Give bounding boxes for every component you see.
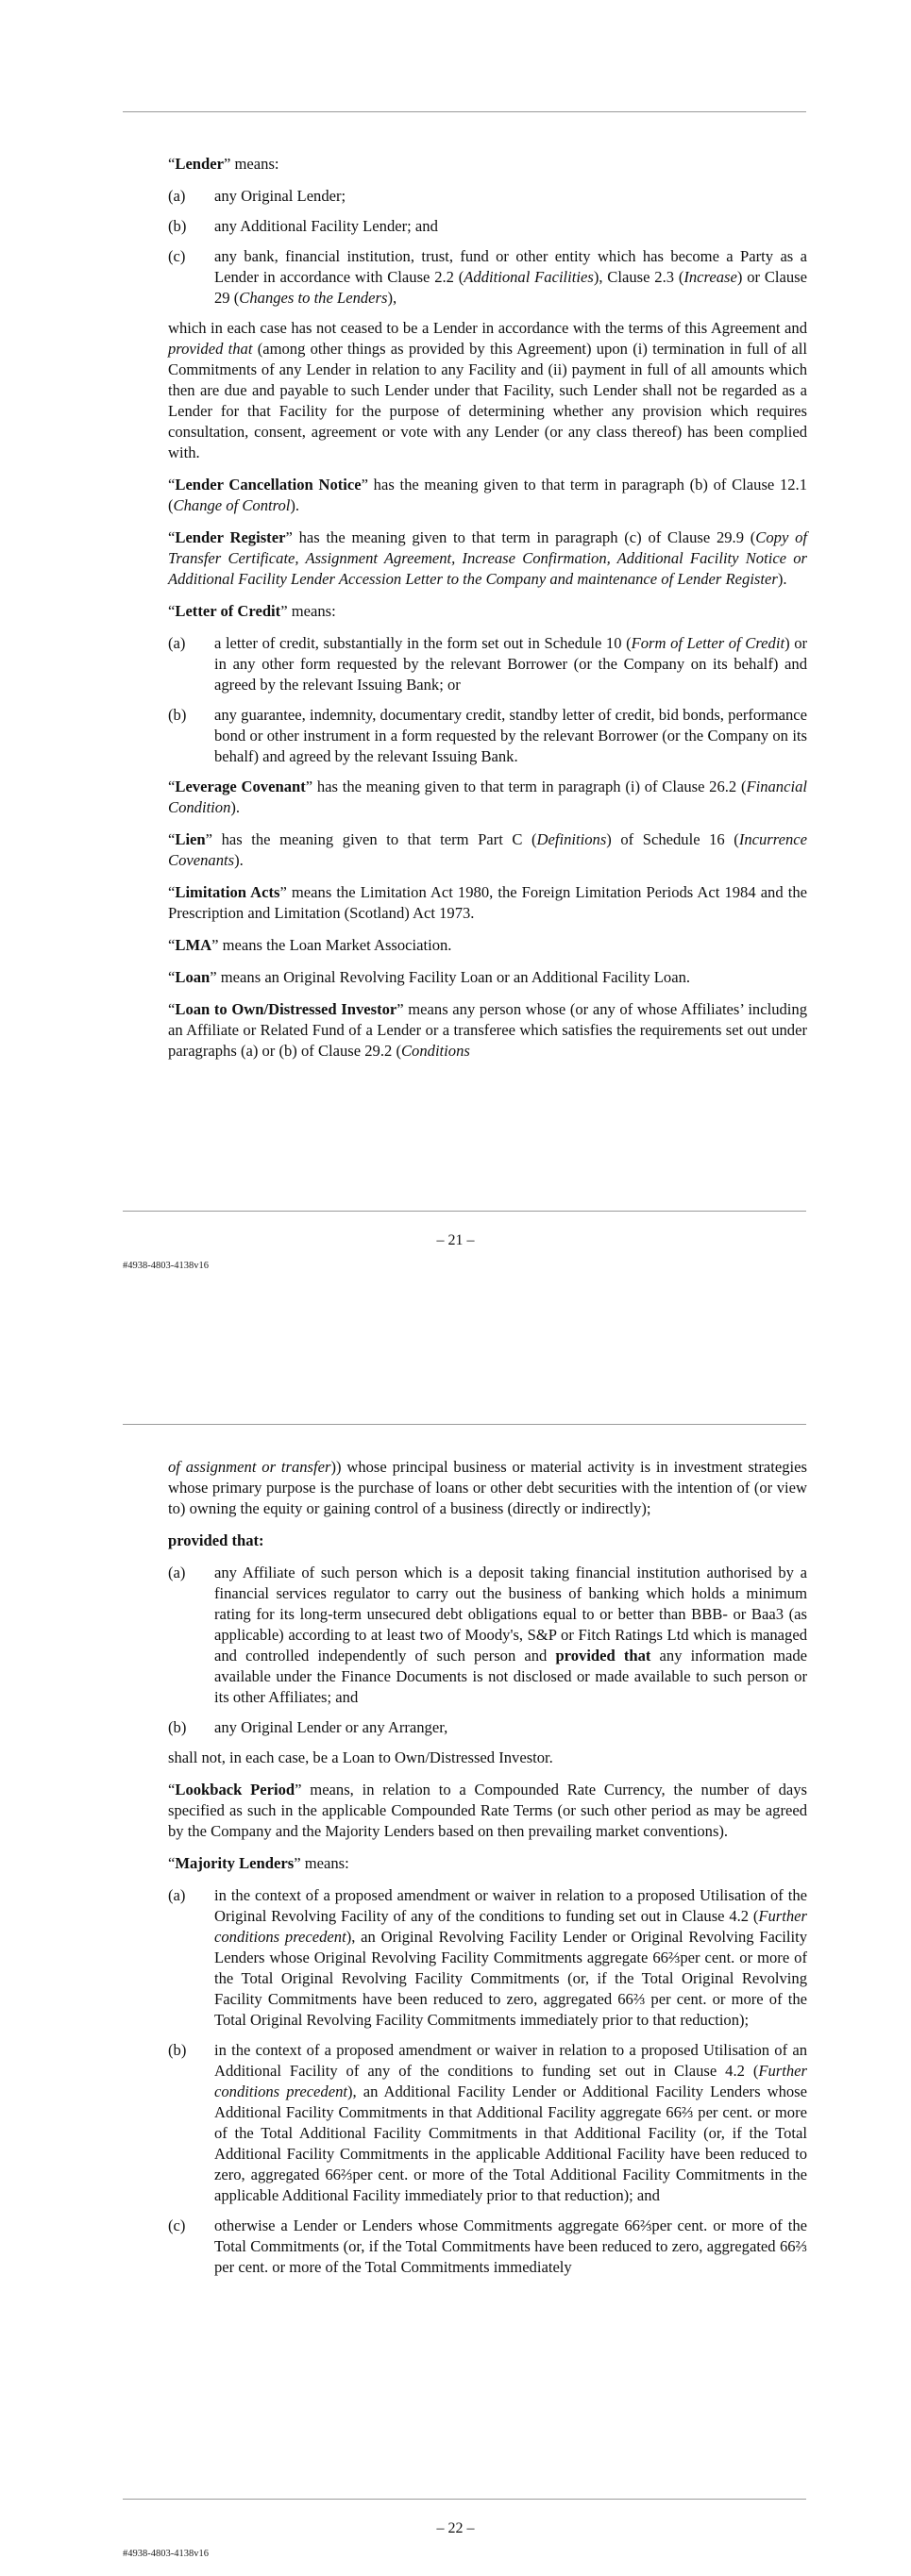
definition-lender-cancellation-notice: “Lender Cancellation Notice” has the meaning given to that term in paragraph (b) of Clause 12.1 (Change of Control). xyxy=(168,476,807,514)
document-reference: #4938-4803-4138v16 xyxy=(123,1261,209,1271)
definition-lookback-period: “Lookback Period” means, in relation to a Compounded Rate Currency, the number of days specified as such in the applicable Compounded Rate Terms (or such other period as may be agreed by the Company and the Majority Lenders based on then prevailing market conventions). xyxy=(168,1781,807,1840)
definition-leverage-covenant: “Leverage Covenant” has the meaning given to that term in paragraph (i) of Clause 26.2 (Financial Condition). xyxy=(168,778,807,816)
list-item: (b) any guarantee, indemnity, documentary credit, standby letter of credit, bid bonds, performance bond or other instrument in a form requested by the relevant Borrower (or the Company on its behalf) and agreed by the relevant Issuing Bank. xyxy=(168,706,807,765)
page-22-body xyxy=(168,1457,807,2287)
list-item: (c) any bank, financial institution, trust, fund or other entity which has become a Party as a Lender in accordance with Clause 2.2 (Additional Facilities), Clause 2.3 (Increase) or Clause 29 (Changes to the Lenders), xyxy=(168,247,807,307)
document-reference: #4938-4803-4138v16 xyxy=(123,2549,209,2559)
list-item: (a) any Affiliate of such person which is a deposit taking financial institution authorised by a financial services regulator to carry out the business of banking which holds a minimum rating for its long-term unsecured debt obligations equal to or better than BBB- or Baa3 (as applicable) according to at least two of Moody's, S&P or Fitch Ratings Ltd which is managed and controlled independently of such person and provided that any information made available under the Finance Documents is not disclosed or made available to such person or its other Affiliates; and xyxy=(168,1564,808,1706)
top-rule xyxy=(123,1424,806,1425)
list-item: (a) a letter of credit, substantially in the form set out in Schedule 10 (Form of Letter of Credit) or in any other form requested by the relevant Borrower (or the Company on its behalf) and agreed by the relevant Issuing Bank; or xyxy=(168,634,808,694)
bottom-rule xyxy=(123,2499,806,2500)
definition-limitation-acts: “Limitation Acts” means the Limitation Act 1980, the Foreign Limitation Periods Act 1984 and the Prescription and Limitation (Scotland) Act 1973. xyxy=(168,883,807,922)
definition-loan-to-own: “Loan to Own/Distressed Investor” means any person whose (or any of whose Affiliates’ including an Affiliate or Related Fund of a Lender or a transferee which satisfies the requirements set out under paragraphs (a) or (b) of Clause 29.2 (Conditions xyxy=(168,1000,807,1060)
term-lender: Lender xyxy=(175,155,224,173)
loan-to-own-continuation: of assignment or transfer)) whose principal business or material activity is in investment strategies whose primary purpose is the purchase of loans or other debt securities with the intention of (or view to) owning the equity or gaining control of a business (directly or indirectly); xyxy=(168,1458,807,1517)
bottom-rule xyxy=(123,1211,806,1212)
provided-that-heading: provided that: xyxy=(168,1531,264,1549)
definition-loan: “Loan” means an Original Revolving Facility Loan or an Additional Facility Loan. xyxy=(168,968,691,986)
list-item: (b) any Additional Facility Lender; and xyxy=(168,217,438,235)
list-item: (a) in the context of a proposed amendment or waiver in relation to a proposed Utilisation of the Original Revolving Facility of any of the conditions to funding set out in Clause 4.2 (Further conditions precedent), an Original Revolving Facility Lender or Original Revolving Facility Lenders whose Original Revolving Facility Commitments aggregate 66⅔per cent. or more of the Total Original Revolving Facility Commitments (or, if the Total Original Revolving Facility Commitments have been reduced to zero, aggregated 66⅔ per cent. or more of the Total Original Revolving Facility Commitments immediately prior to that reduction); xyxy=(168,1886,808,2029)
shall-not-clause: shall not, in each case, be a Loan to Own/Distressed Investor. xyxy=(168,1748,553,1766)
list-item: (c) otherwise a Lender or Lenders whose Commitments aggregate 66⅔per cent. or more of the Total Commitments (or, if the Total Commitments have been reduced to zero, aggregated 66⅔ per cent. or more of the Total Commitments immediately xyxy=(168,2216,807,2276)
definition-lender-register: “Lender Register” has the meaning given to that term in paragraph (c) of Clause 29.9 (Copy of Transfer Certificate, Assignment Agreement, Increase Confirmation, Additional Facility Notice or Additional Facility Lender Accession Letter to the Company and maintenance of Lender Register). xyxy=(168,528,807,588)
top-rule xyxy=(123,111,806,112)
page-22 xyxy=(0,1288,911,2576)
page-number: – 22 – xyxy=(436,2520,475,2536)
definition-majority-lenders: “Majority Lenders” means: xyxy=(168,1854,349,1872)
page-21-body xyxy=(168,154,807,1073)
definition-lma: “LMA” means the Loan Market Association. xyxy=(168,936,452,954)
list-item: (b) any Original Lender or any Arranger, xyxy=(168,1718,448,1736)
list-item: (a) any Original Lender; xyxy=(168,187,346,205)
page-number: – 21 – xyxy=(436,1232,475,1248)
lender-proviso: which in each case has not ceased to be a Lender in accordance with the terms of this Agreement and provided that (among other things as provided by this Agreement) upon (i) termination in full of all Commitments of any Lender in relation to any Facility and (ii) payment in full of all amounts which then are due and payable to such Lender under that Facility, such Lender shall not be regarded as a Lender for that Facility for the purpose of determining whether any provision which requires consultation, consent, agreement or vote with any Lender (or any class thereof) has been complied with. xyxy=(168,319,807,461)
definition-lender: “Lender” means: xyxy=(168,155,279,173)
definition-letter-of-credit: “Letter of Credit” means: xyxy=(168,602,336,620)
definition-lien: “Lien” has the meaning given to that term Part C (Definitions) of Schedule 16 (Incurrence Covenants). xyxy=(168,830,807,869)
list-item: (b) in the context of a proposed amendment or waiver in relation to a proposed Utilisation of an Additional Facility of any of the conditions to funding set out in Clause 4.2 (Further conditions precedent), an Additional Facility Lender or Additional Facility Lenders whose Additional Facility Commitments in that Additional Facility aggregate 66⅔ per cent. or more of the Total Additional Facility Commitments in that Additional Facility (or, if the Total Additional Facility Commitments in the applicable Additional Facility have been reduced to zero, aggregated 66⅔per cent. or more of the Total Additional Facility Commitments in the applicable Additional Facility immediately prior to that reduction); and xyxy=(168,2041,807,2204)
